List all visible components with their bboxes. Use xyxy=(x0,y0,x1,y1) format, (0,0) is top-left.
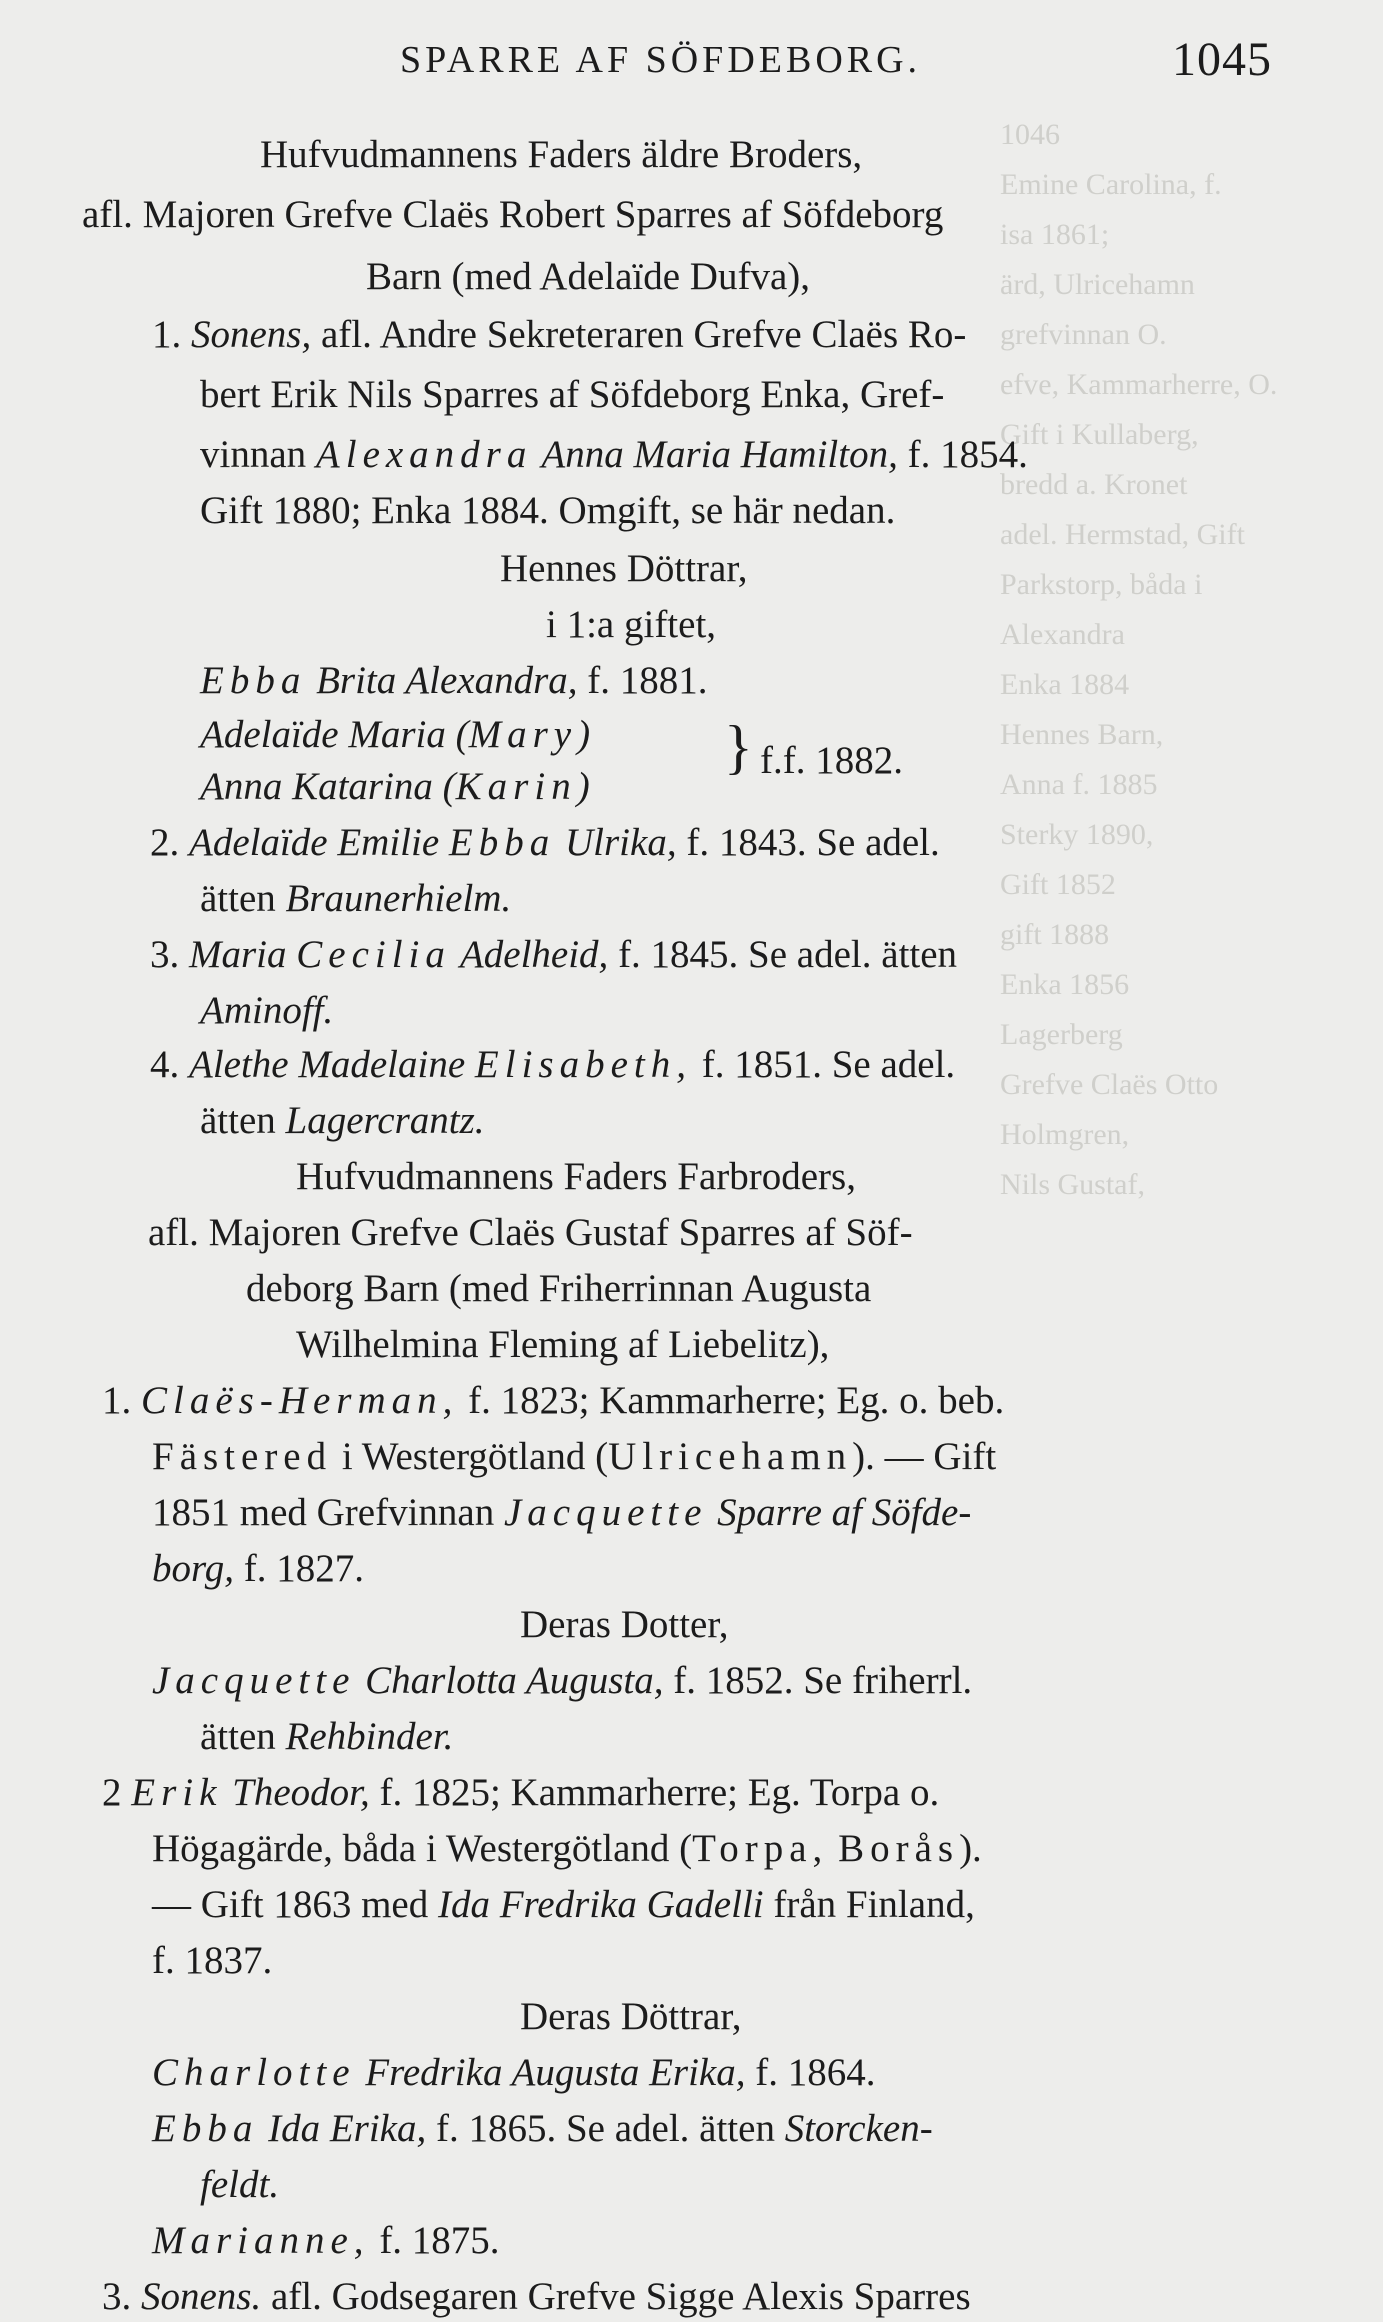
text-run: Storcken- xyxy=(784,2107,933,2150)
text-run: Mary xyxy=(468,713,578,756)
text-line xyxy=(152,1880,975,1930)
text-run: Ebba xyxy=(448,821,556,864)
text-run: Ebba xyxy=(152,2107,259,2150)
text-line xyxy=(150,930,957,980)
text-line xyxy=(246,1264,871,1314)
text-line xyxy=(152,1936,272,1986)
text-run: Ebba xyxy=(200,659,307,702)
text-line xyxy=(200,370,944,420)
text-run: afl. Andre Sekreteraren Grefve Claës Ro- xyxy=(311,313,967,356)
bleed-through-line: ärd, Ulricehamn xyxy=(1000,268,1195,301)
text-line xyxy=(296,1320,829,1370)
bleed-through-line: Grefve Claës Otto xyxy=(1000,1068,1219,1101)
text-run: Ida Erika, xyxy=(258,2107,427,2150)
text-run: Braunerhielm. xyxy=(285,877,512,920)
page-number: 1045 xyxy=(1172,33,1272,86)
text-run: ) xyxy=(576,765,590,808)
text-run: Theodor, xyxy=(222,1771,370,1814)
text-run: 3. xyxy=(150,933,189,976)
text-line xyxy=(152,1432,996,1482)
text-run: ). — Gift xyxy=(852,1435,997,1478)
text-run: afl. Majoren Grefve Claës Gustaf Sparres af Söf- xyxy=(148,1211,913,1254)
text-run: f. 1854. xyxy=(897,433,1028,476)
bleed-through-line: grefvinnan O. xyxy=(1000,318,1167,351)
text-run: f. 1823; Kammarherre; Eg. o. beb. xyxy=(458,1379,1005,1422)
text-run: Rehbinder. xyxy=(285,1715,454,1758)
text-run: i Westergötland ( xyxy=(332,1435,609,1478)
text-line xyxy=(152,2216,500,2266)
text-run: 2 xyxy=(102,1771,132,1814)
text-line xyxy=(200,486,895,536)
text-run: ätten xyxy=(200,877,286,920)
text-line xyxy=(152,2104,933,2154)
text-run: Karin xyxy=(455,765,577,808)
bleed-through-line: Enka 1884 xyxy=(1000,668,1130,701)
text-run: Fästered xyxy=(152,1435,333,1478)
text-run: Ulrika, xyxy=(555,821,677,864)
text-run: ) xyxy=(577,713,591,756)
text-run: Torpa, xyxy=(692,1827,829,1870)
bleed-through-line: Lagerberg xyxy=(1000,1018,1123,1051)
text-run: Borås xyxy=(838,1827,960,1870)
bleed-through-line: adel. Hermstad, Gift xyxy=(1000,518,1245,551)
bleed-through-line: Sterky 1890, xyxy=(1000,818,1154,851)
bleed-through-line: Hennes Barn, xyxy=(1000,718,1164,751)
text-line xyxy=(152,1488,971,1538)
text-line xyxy=(148,1208,913,1258)
text-line xyxy=(102,2272,971,2322)
text-run: Marianne, xyxy=(152,2219,370,2262)
bleed-through-text xyxy=(1000,110,1383,2210)
text-run: Aminoff. xyxy=(200,989,334,1032)
text-run: ätten xyxy=(200,1099,286,1142)
text-line xyxy=(200,1712,453,1762)
text-run: Charlotte xyxy=(152,2051,356,2094)
text-line xyxy=(150,1040,955,1090)
curly-brace: } xyxy=(724,714,753,780)
text-run: Ulricehamn xyxy=(608,1435,853,1478)
text-run: borg, xyxy=(152,1547,234,1590)
text-line xyxy=(200,874,511,924)
text-run: Elisabeth, xyxy=(474,1043,692,1086)
text-run: afl. Majoren Grefve Claës Robert Sparres af Söfdeborg xyxy=(82,193,944,236)
text-run: f. 1875. xyxy=(369,2219,500,2262)
text-line xyxy=(366,252,810,302)
text-run: f. 1864. xyxy=(745,2051,876,2094)
text-run: Charlotta Augusta, xyxy=(355,1659,664,1702)
text-run: Brita Alexandra, xyxy=(306,659,578,702)
text-run: Lagercrantz. xyxy=(285,1099,485,1142)
text-run: 3. xyxy=(102,2275,141,2318)
text-run: 2. xyxy=(150,821,189,864)
running-head: SPARRE AF SÖFDEBORG. xyxy=(400,39,922,81)
page-header xyxy=(0,30,1383,90)
text-line xyxy=(200,762,590,812)
text-run: Cecilia xyxy=(296,933,451,976)
text-line xyxy=(152,2048,875,2098)
text-run: Anna Maria Hamilton, xyxy=(532,433,898,476)
text-run: ätten xyxy=(200,1715,286,1758)
text-run: f. 1825; Kammarherre; Eg. Torpa o. xyxy=(369,1771,940,1814)
text-run: afl. Godsegaren Grefve Sigge Alexis Sparres xyxy=(261,2275,971,2318)
bleed-through-line: bredd a. Kronet xyxy=(1000,468,1188,501)
text-run: f. 1851. Se adel. xyxy=(691,1043,956,1086)
text-line xyxy=(102,1376,1004,1426)
bleed-through-line: Emine Carolina, f. xyxy=(1000,168,1222,201)
text-run: Alexandra xyxy=(315,433,533,476)
text-run: Jacquette xyxy=(152,1659,356,1702)
text-line xyxy=(200,656,708,706)
text-run: f. 1881. xyxy=(577,659,708,702)
text-run: f. 1845. Se adel. ätten xyxy=(608,933,958,976)
text-run: f. 1837. xyxy=(152,1939,273,1982)
text-run: Jacquette xyxy=(504,1491,708,1534)
text-run: Ida Fredrika Gadelli xyxy=(437,1883,764,1926)
text-run: Sparre af Söfde- xyxy=(707,1491,972,1534)
text-run xyxy=(828,1827,838,1870)
bleed-through-line: Anna f. 1885 xyxy=(1000,768,1158,801)
text-run: f. 1865. Se adel. ätten xyxy=(426,2107,785,2150)
text-run: — Gift 1863 med xyxy=(152,1883,438,1926)
text-run: Deras Dotter, xyxy=(520,1603,729,1646)
text-line xyxy=(200,1096,485,1146)
text-run: feldt. xyxy=(200,2163,280,2206)
bleed-through-line: Gift i Kullaberg, xyxy=(1000,418,1199,451)
bleed-through-line: isa 1861; xyxy=(1000,218,1110,251)
text-line xyxy=(152,1544,364,1594)
bleed-through-line: Parkstorp, båda i xyxy=(1000,568,1203,601)
text-line xyxy=(150,818,940,868)
text-run: 4. xyxy=(150,1043,189,1086)
text-run: bert Erik Nils Sparres af Söfdeborg Enka, Gref- xyxy=(200,373,945,416)
text-line xyxy=(296,1152,856,1202)
text-line xyxy=(200,2160,279,2210)
text-run: f. 1852. Se friherrl. xyxy=(663,1659,973,1702)
text-run: Gift 1880; Enka 1884. Omgift, se här nedan. xyxy=(200,489,896,532)
text-run: Adelaïde Emilie xyxy=(189,821,449,864)
text-line xyxy=(520,1600,729,1650)
bleed-through-line: 1046 xyxy=(1000,118,1060,151)
text-run: deborg Barn (med Friherrinnan Augusta xyxy=(246,1267,872,1310)
text-line xyxy=(520,1992,742,2042)
text-run: Högagärde, båda i Westergötland ( xyxy=(152,1827,693,1870)
text-line xyxy=(200,710,590,760)
text-run: Barn (med Adelaïde Dufva), xyxy=(366,255,811,298)
text-run: Adelaïde Maria ( xyxy=(200,713,469,756)
text-run: i 1:a giftet, xyxy=(546,603,717,646)
text-line xyxy=(200,430,1028,480)
bleed-through-line: Gift 1852 xyxy=(1000,868,1116,901)
text-line xyxy=(200,986,333,1036)
bleed-through-line: Nils Gustaf, xyxy=(1000,1168,1145,1201)
text-line xyxy=(102,1768,939,1818)
text-run: Sonens. xyxy=(141,2275,262,2318)
text-run: Hufvudmannens Faders äldre Broders, xyxy=(260,133,863,176)
text-run: 1. xyxy=(102,1379,141,1422)
text-line xyxy=(152,1656,972,1706)
text-run: Adelheid, xyxy=(450,933,609,976)
text-run: Wilhelmina Fleming af Liebelitz), xyxy=(296,1323,830,1366)
text-line xyxy=(546,600,716,650)
bleed-through-line: efve, Kammarherre, O. xyxy=(1000,368,1278,401)
bleed-through-line: Alexandra xyxy=(1000,618,1125,651)
text-run: f. 1827. xyxy=(233,1547,364,1590)
text-run: Anna Katarina ( xyxy=(200,765,456,808)
text-line xyxy=(260,130,862,180)
text-run: Claës-Herman, xyxy=(141,1379,459,1422)
text-run: Erik xyxy=(131,1771,223,1814)
bleed-through-line: Enka 1856 xyxy=(1000,968,1130,1001)
text-run: 1851 med Grefvinnan xyxy=(152,1491,504,1534)
text-run: Alethe Madelaine xyxy=(189,1043,475,1086)
text-run: från Finland, xyxy=(763,1883,975,1926)
text-run: Hennes Döttrar, xyxy=(500,547,748,590)
text-run: Deras Döttrar, xyxy=(520,1995,742,2038)
text-run: ). xyxy=(959,1827,982,1870)
text-line xyxy=(500,544,748,594)
twins-birth-year: f.f. 1882. xyxy=(760,739,903,782)
text-run: Maria xyxy=(189,933,297,976)
text-line xyxy=(152,310,966,360)
bleed-through-line: gift 1888 xyxy=(1000,918,1110,951)
text-run: 1. xyxy=(152,313,191,356)
text-run: f. 1843. Se adel. xyxy=(676,821,940,864)
text-run: Hufvudmannens Faders Farbroders, xyxy=(296,1155,856,1198)
text-run: vinnan xyxy=(200,433,316,476)
text-line xyxy=(152,1824,982,1874)
text-line xyxy=(82,190,943,240)
bleed-through-line: Holmgren, xyxy=(1000,1118,1130,1151)
text-run: Fredrika Augusta Erika, xyxy=(355,2051,746,2094)
text-run: Sonens, xyxy=(191,313,312,356)
